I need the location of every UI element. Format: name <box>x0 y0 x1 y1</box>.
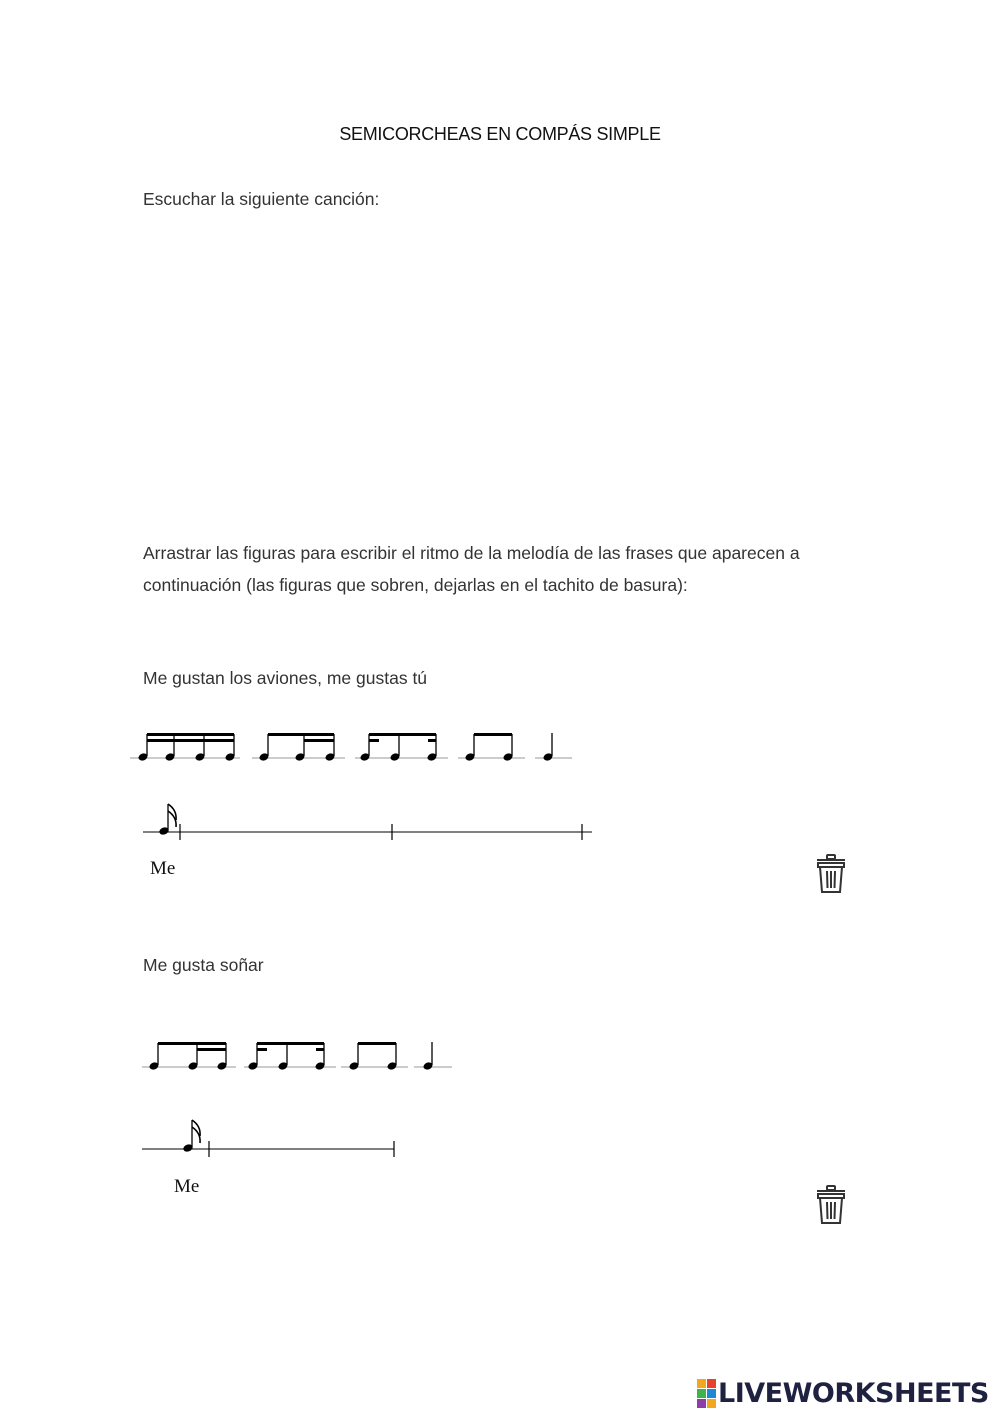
page-title: SEMICORCHEAS EN COMPÁS SIMPLE <box>339 124 661 144</box>
figure-two-eighths-2[interactable] <box>341 1042 408 1071</box>
figure-eighth-two-sixteenths[interactable] <box>252 733 345 762</box>
answer-staff-2 <box>142 1141 394 1157</box>
figure-eighth-two-sixteenths-2[interactable] <box>142 1042 236 1071</box>
phrase-1: Me gustan los aviones, me gustas tú <box>143 668 428 688</box>
syllable-label-2: Me <box>174 1176 200 1197</box>
trash-icon[interactable] <box>815 854 847 894</box>
phrase-2: Me gusta soñar <box>143 955 264 975</box>
logo-mark-icon <box>697 1379 716 1408</box>
logo-text: LIVEWORKSHEETS <box>718 1377 989 1409</box>
listen-instruction: Escuchar la siguiente canción: <box>143 189 380 209</box>
figure-two-eighths[interactable] <box>458 733 525 762</box>
drag-instruction: Arrastrar las figuras para escribir el ritmo de la melodía de las frases que aparecen a continuación (las figuras que sobren, dejarlas en el tachito de basura): <box>143 543 800 595</box>
given-note-sixteenth-2 <box>182 1120 200 1153</box>
figure-quarter-2[interactable] <box>414 1042 452 1071</box>
figure-two-sixteenths-eighth[interactable] <box>355 733 448 762</box>
figure-two-sixteenths-eighth-2[interactable] <box>244 1042 336 1071</box>
figure-quarter[interactable] <box>535 733 572 762</box>
figure-four-sixteenths[interactable] <box>130 733 240 762</box>
answer-staff-1 <box>143 824 592 840</box>
liveworksheets-logo <box>697 1376 989 1410</box>
syllable-label-1: Me <box>150 858 176 879</box>
trash-icon[interactable] <box>815 1185 847 1225</box>
given-note-sixteenth-1 <box>158 804 176 836</box>
